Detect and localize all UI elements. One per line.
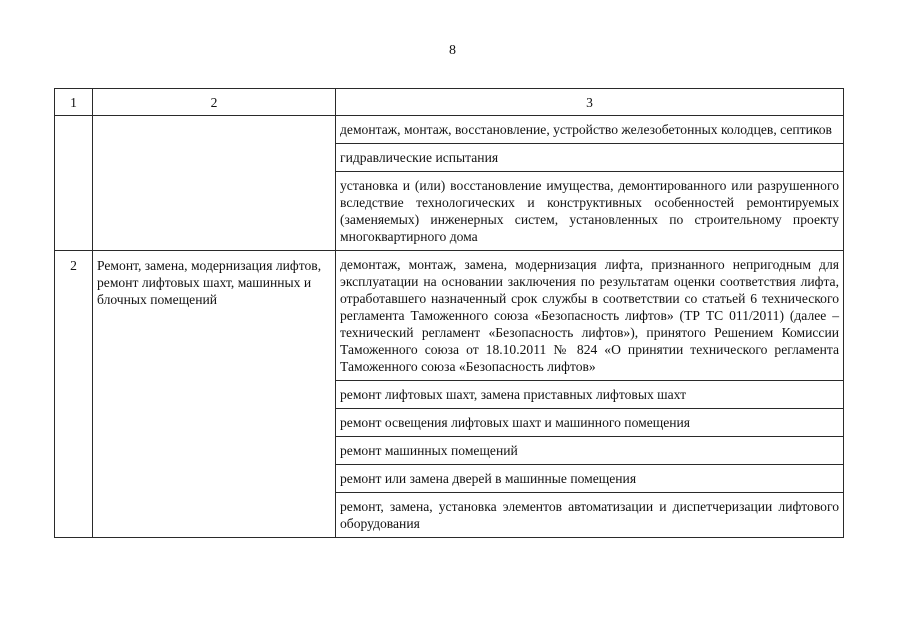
row-number	[55, 116, 93, 251]
work-item: ремонт машинных помещений	[336, 436, 843, 464]
work-item: ремонт лифтовых шахт, замена приставных лифтовых шахт	[336, 380, 843, 408]
row-name	[93, 116, 336, 251]
table-header-row	[55, 89, 844, 116]
table-row	[55, 116, 844, 251]
table-row	[55, 251, 844, 538]
work-item: установка и (или) восстановление имущества, демонтированного или разрушенного вследствие технологических и конструктивных особенностей ремонтируемых (заменяемых) инженерных систем, установленных по строительному проекту многоквартирного дома	[336, 171, 843, 250]
work-item: демонтаж, монтаж, восстановление, устройство железобетонных колодцев, септиков	[340, 122, 832, 137]
work-item: ремонт, замена, установка элементов автоматизации и диспетчеризации лифтового оборудования	[336, 492, 843, 537]
row-number: 2	[55, 251, 93, 538]
work-item: демонтаж, монтаж, замена, модернизация лифта, признанного непригодным для эксплуатации на основании заключения по результатам оценки соответствия лифта, отработавшего назначенный срок службы в соответствии со статьей 6 технического регламента Таможенного союза «Безопасность лифтов» (ТР ТС 011/2011) (далее – технический регламент «Безопасность лифтов»), принятого Решением Комиссии Таможенного союза от 18.10.2011 № 824 «О принятии технического регламента Таможенного союза «Безопасность лифтов»	[340, 257, 839, 374]
column-header-name: 2	[93, 89, 336, 116]
works-table	[54, 88, 844, 538]
row-name: Ремонт, замена, модернизация лифтов, ремонт лифтовых шахт, машинных и блочных помещений	[93, 251, 336, 538]
work-item: ремонт освещения лифтовых шахт и машинного помещения	[336, 408, 843, 436]
column-header-number: 1	[55, 89, 93, 116]
row-works-list	[336, 116, 844, 251]
work-item: гидравлические испытания	[336, 143, 843, 171]
row-works-list	[336, 251, 844, 538]
page-number: 8	[449, 43, 456, 58]
column-header-works: 3	[336, 89, 844, 116]
work-item: ремонт или замена дверей в машинные помещения	[336, 464, 843, 492]
